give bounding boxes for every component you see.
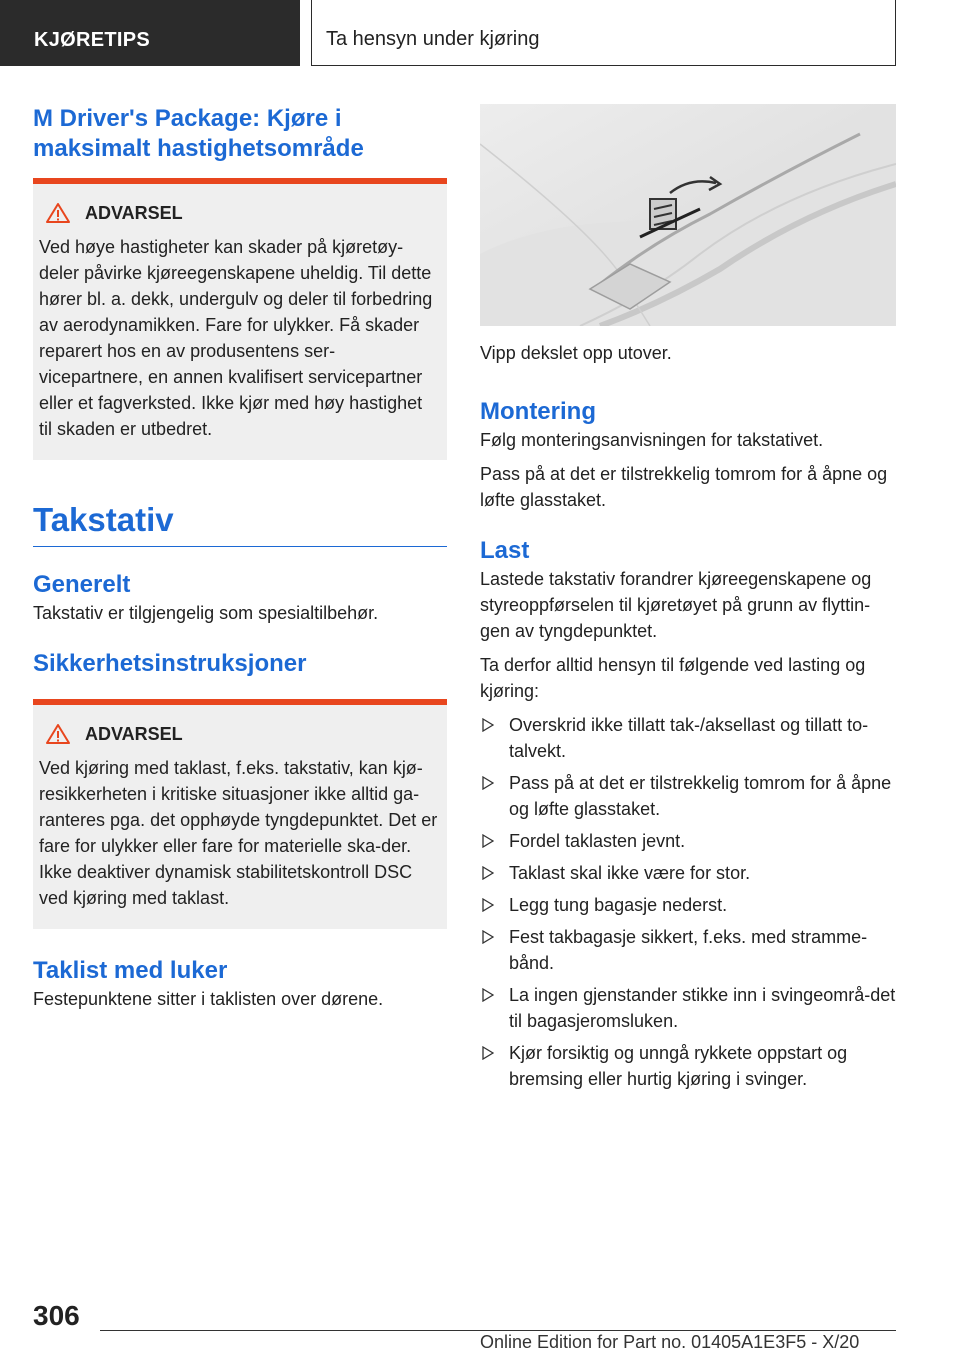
right-column xyxy=(480,104,896,1098)
warning-text: Ved kjøring med taklast, f.eks. takstativ, kan kjø-resikkerheten i kritiske situasjoner ikke alltid ga-ranteres pga. det opphøyde tyngdepunktet. Det er fare for ulykker eller fare for materielle ska-der. Ikke deaktiver dynamisk stabilitetskontroll DSC ved kjøring med taklast. xyxy=(39,758,438,908)
bullet-triangle-icon xyxy=(482,930,494,944)
list-item-text: Kjør forsiktig og unngå rykkete oppstart og bremsing eller hurtig kjøring i svinger. xyxy=(509,1043,848,1089)
montering-title: Montering xyxy=(480,398,596,425)
list-item-text: Fordel taklasten jevnt. xyxy=(509,831,686,851)
header-chapter-title: Ta hensyn under kjøring xyxy=(311,0,896,66)
list-item-text: Taklast skal ikke være for stor. xyxy=(509,863,751,883)
list-item xyxy=(480,1040,896,1092)
load-guidelines-list xyxy=(480,712,896,1092)
list-item-text: Overskrid ikke tillatt tak-/aksellast og tillatt to-talvekt. xyxy=(509,715,869,761)
list-item xyxy=(480,892,896,918)
mdp-title-line2: maksimalt hastighetsområde xyxy=(33,135,364,162)
taklist-text: Festepunktene sitter i taklisten over dørene. xyxy=(33,989,384,1009)
warning-header xyxy=(39,200,439,226)
roof-illustration-graphic xyxy=(480,104,896,326)
list-item-text: Pass på at det er tilstrekkelig tomrom for å åpne og løfte glasstaket. xyxy=(509,773,892,819)
list-item xyxy=(480,860,896,886)
takstativ-title: Takstativ xyxy=(33,500,447,547)
last-text-1: Lastede takstativ forandrer kjøreegenskapene og styreoppførselen til kjøretøyet på grunn av flyttin-gen av tyngdepunktet. xyxy=(480,569,872,641)
bullet-triangle-icon xyxy=(482,1046,494,1060)
list-item xyxy=(480,770,896,822)
list-item-text: Fest takbagasje sikkert, f.eks. med stramme-bånd. xyxy=(509,927,868,973)
last-title: Last xyxy=(480,537,530,564)
last-text-2: Ta derfor alltid hensyn til følgende ved lasting og kjøring: xyxy=(480,655,866,701)
mdp-title-line1: M Driver's Package: Kjøre i xyxy=(33,105,342,132)
list-item xyxy=(480,924,896,976)
warning-text: Ved høye hastigheter kan skader på kjøretøy-deler påvirke kjøreegenskapene uheldig. Til dette hører bl. a. dekk, undergulv og deler til forbedring av aerodynamikken. Fare for ulykker. Få skader reparert hos en av produsentens ser-vicepartnere, en annen kvalifisert servicepartner eller et fagverksted. Ikke kjør med høy hastighet til skaden er utbedret. xyxy=(39,237,433,439)
warning-box-1 xyxy=(33,178,447,460)
bullet-triangle-icon xyxy=(482,718,494,732)
list-item xyxy=(480,712,896,764)
footer-edition-text: Online Edition for Part no. 01405A1E3F5 - X/20 xyxy=(480,1332,860,1352)
figure-caption: Vipp dekslet opp utover. xyxy=(480,343,672,363)
list-item xyxy=(480,828,896,854)
header-section-label: KJØRETIPS xyxy=(0,0,300,66)
sikkerhet-title: Sikkerhetsinstruksjoner xyxy=(33,650,307,677)
left-column xyxy=(33,104,447,1012)
generelt-title: Generelt xyxy=(33,571,131,598)
warning-triangle-icon xyxy=(45,202,71,224)
bullet-triangle-icon xyxy=(482,866,494,880)
list-item-text: La ingen gjenstander stikke inn i svingeområ-det til bagasjeromsluken. xyxy=(509,985,896,1031)
warning-label: ADVARSEL xyxy=(85,202,183,223)
warning-header xyxy=(39,721,439,747)
generelt-text: Takstativ er tilgjengelig som spesialtilbehør. xyxy=(33,603,379,623)
roof-rail-flap-illustration xyxy=(480,104,896,326)
montering-text-2: Pass på at det er tilstrekkelig tomrom for å åpne og løfte glasstaket. xyxy=(480,464,888,510)
bullet-triangle-icon xyxy=(482,988,494,1002)
bullet-triangle-icon xyxy=(482,834,494,848)
taklist-title: Taklist med luker xyxy=(33,957,228,984)
list-item xyxy=(480,982,896,1034)
warning-box-2 xyxy=(33,699,447,929)
montering-text-1: Følg monteringsanvisningen for takstativet. xyxy=(480,430,824,450)
page-number: 306 xyxy=(33,1300,80,1331)
bullet-triangle-icon xyxy=(482,776,494,790)
bullet-triangle-icon xyxy=(482,898,494,912)
mdp-title xyxy=(33,104,447,164)
warning-label: ADVARSEL xyxy=(85,723,183,744)
footer-divider xyxy=(100,1330,896,1331)
list-item-text: Legg tung bagasje nederst. xyxy=(509,895,728,915)
warning-triangle-icon xyxy=(45,723,71,745)
